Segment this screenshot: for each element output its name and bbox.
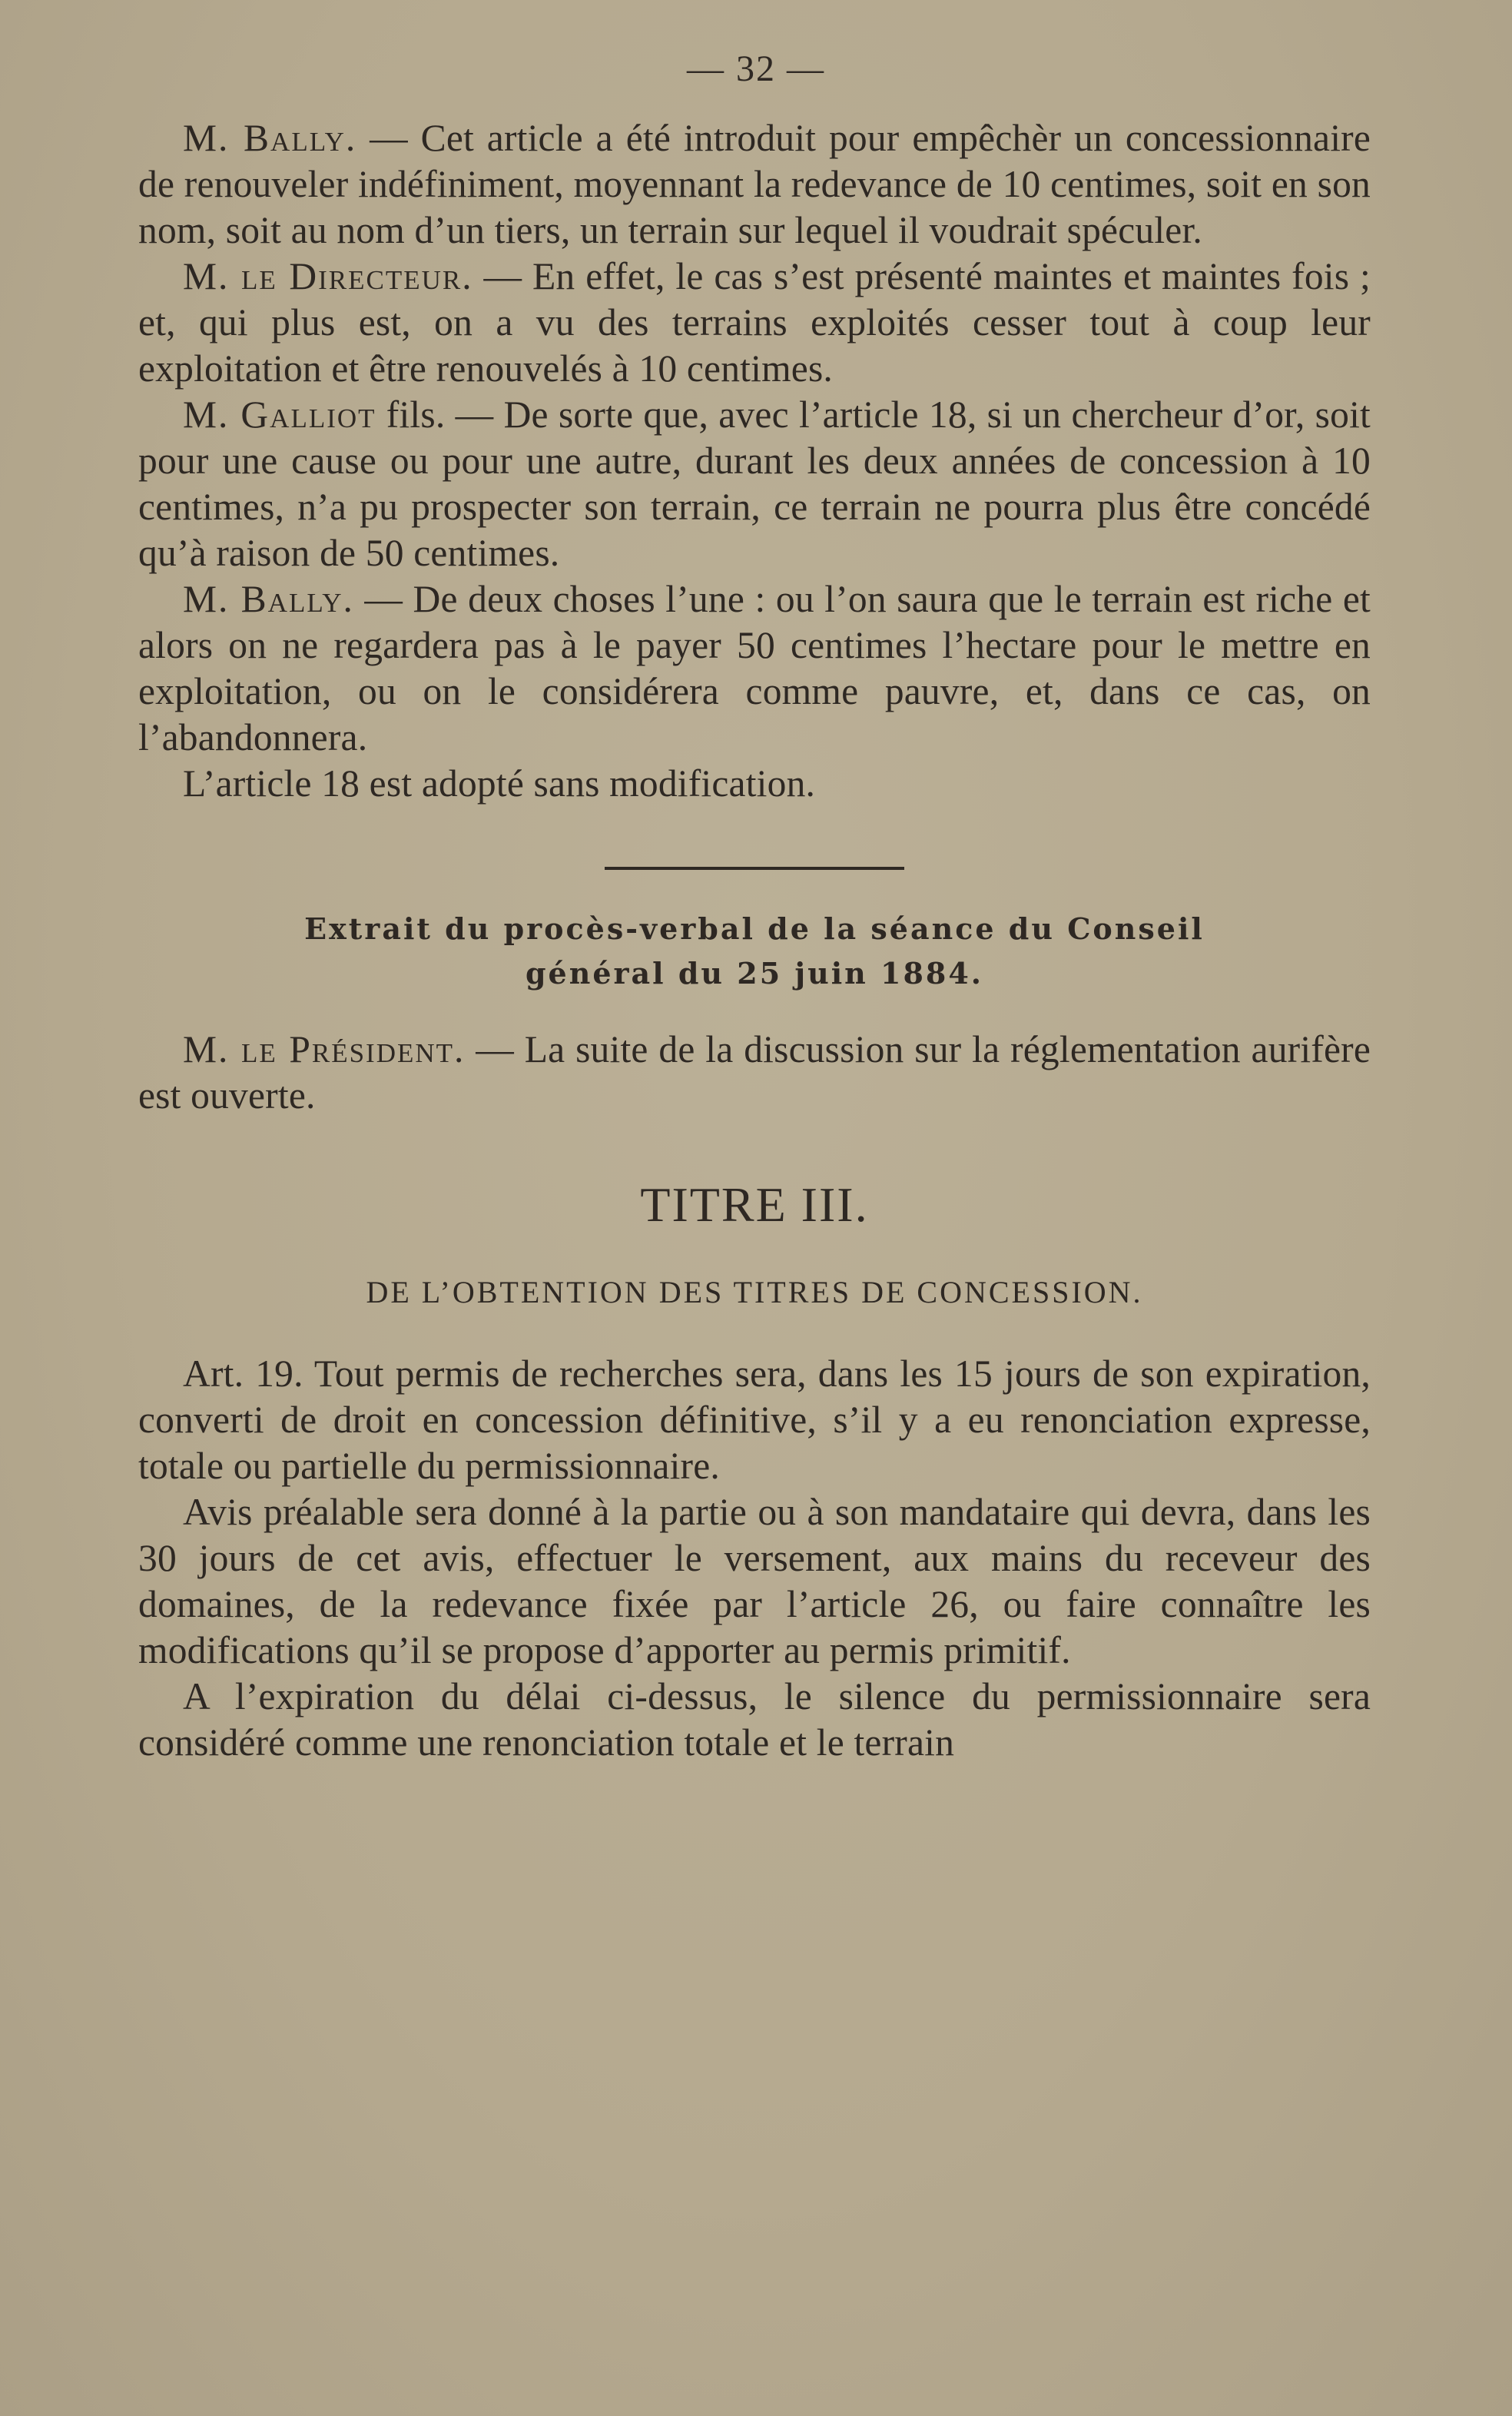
speaker-name: M. Bally. (183, 578, 354, 620)
subtitle-heading: DE L’OBTENTION DES TITRES DE CONCESSION. (366, 1275, 1143, 1309)
speaker-name: M. le Président. (183, 1028, 466, 1070)
extract-heading-line-2: général du 25 juin 1884. (525, 956, 984, 991)
speaker-name: M. Galliot (183, 393, 376, 436)
section-divider (605, 867, 904, 870)
extract-heading-line-1: Extrait du procès-verbal de la séance du Conseil (304, 911, 1205, 946)
paragraph-adoption (138, 761, 1371, 807)
paragraph-bally-1 (138, 115, 1371, 254)
paragraph-avis: Avis préalable sera donné à la partie ou à son mandataire qui devra, dans les 30 jours de cet avis, effectuer le versement, aux mains du receveur des domaines, de la redevance fixée par l’article 26, ou faire connaître les modifications qu’il se propose d’apporter au permis primitif. (138, 1491, 1371, 1671)
paragraph-text: fils. — De sorte que, avec l’article 18, si un chercheur d’or, soit pour une cause ou pour une autre, durant les deux années de concession à 10 centimes, n’a pu prospecter son terrain, ce terrain ne pourra plus être concédé qu’à raison de 50 centimes. (138, 393, 1371, 574)
speaker-name: M. le Directeur. (183, 255, 473, 297)
paragraph-expiration: A l’expiration du délai ci-dessus, le silence du permissionnaire sera considéré comme une renonciation totale et le terrain (138, 1675, 1371, 1764)
paragraph-article-19: Art. 19. Tout permis de recherches sera, dans les 15 jours de son expiration, converti de droit en concession définitive, s’il y a eu renonciation expresse, totale ou partielle du permissionnaire. (138, 1352, 1371, 1487)
paragraph-text: — Cet article a été introduit pour empêchèr un concessionnaire de renouveler indéfiniment, moyennant la redevance de 10 centimes, soit en son nom, soit au nom d’un tiers, un terrain sur lequel il voudrait spéculer. (138, 117, 1371, 251)
text-column (138, 115, 1371, 1766)
paragraph-president (138, 1027, 1371, 1119)
paragraph-text: L’article 18 est adopté sans modification. (183, 762, 816, 805)
paragraph-galliot (138, 392, 1371, 576)
speaker-name: M. Bally. (183, 117, 357, 159)
paragraph-text: — En effet, le cas s’est présenté maintes et maintes fois ; et, qui plus est, on a vu des terrains exploités cesser tout à coup leur exploitation et être renouvelés à 10 centimes. (138, 255, 1371, 390)
extract-heading (138, 907, 1371, 996)
paragraph-bally-2 (138, 576, 1371, 761)
paragraph-directeur (138, 254, 1371, 392)
paragraph-text: — De deux choses l’une : ou l’on saura que le terrain est riche et alors on ne regardera pas à le payer 50 centimes l’hectare pour le mettre en exploitation, ou on le considérera comme pauvre, et, dans ce cas, on l’abandonnera. (138, 578, 1371, 758)
paragraph-text: — La suite de la discussion sur la réglementation aurifère est ouverte. (138, 1028, 1371, 1117)
spacer (138, 1316, 1371, 1351)
page-number: — 32 — (687, 48, 825, 89)
title-heading: TITRE III. (640, 1177, 869, 1232)
